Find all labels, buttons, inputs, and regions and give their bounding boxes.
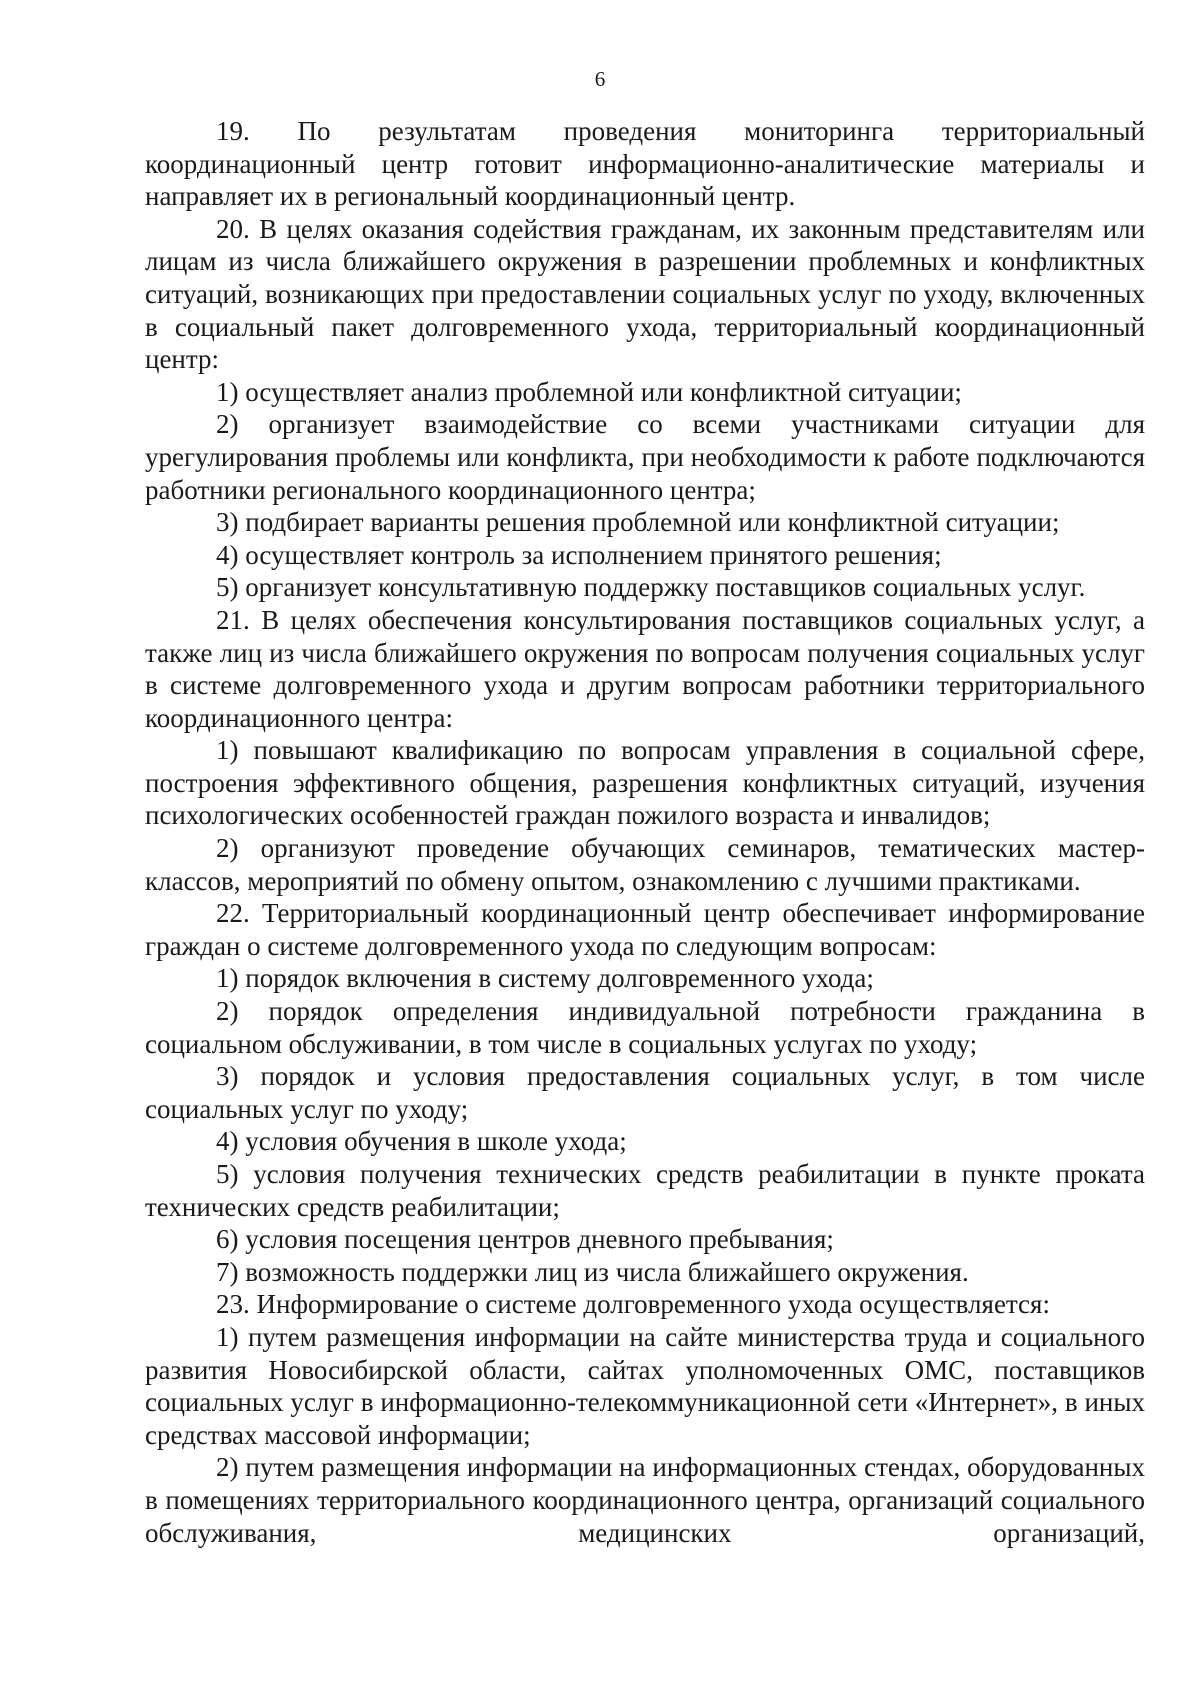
paragraph-22: 22. Территориальный координационный центр обеспечивает информирование граждан о системе долговременного ухода по следующим вопросам: bbox=[145, 898, 1145, 961]
paragraph-21-item-2: 2) организуют проведение обучающих семинаров, тематических мастер-классов, мероприятий по обмену опытом, ознакомлению с лучшими практиками. bbox=[145, 833, 1145, 896]
paragraph-20-item-5: 5) организует консультативную поддержку поставщиков социальных услуг. bbox=[216, 572, 1086, 603]
paragraph-22-item-7: 7) возможность поддержки лиц из числа ближайшего окружения. bbox=[216, 1256, 969, 1287]
paragraph-22-item-5: 5) условия получения технических средств реабилитации в пункте проката технических средств реабилитации; bbox=[145, 1159, 1145, 1222]
paragraph-20-item-4: 4) осуществляет контроль за исполнением принятого решения; bbox=[216, 539, 942, 570]
paragraph-23-item-1: 1) путем размещения информации на сайте министерства труда и социального развития Новосибирской области, сайтах уполномоченных ОМС, поставщиков социальных услуг в информационно-телекоммуникационной сети «Интернет», в иных средствах массовой информации; bbox=[145, 1321, 1145, 1450]
paragraph-22-item-3: 3) порядок и условия предоставления социальных услуг, в том числе социальных услуг по уходу; bbox=[145, 1061, 1145, 1124]
paragraph-20-item-2: 2) организует взаимодействие со всеми участниками ситуации для урегулирования проблемы или конфликта, при необходимости к работе подключаются работники регионального координационного центра; bbox=[145, 409, 1145, 505]
paragraph-19: 19. По результатам проведения мониторинга территориальный координационный центр готовит информационно-аналитические материалы и направляет их в региональный координационный центр. bbox=[145, 116, 1145, 212]
paragraph-23: 23. Информирование о системе долговременного ухода осуществляется: bbox=[216, 1289, 1050, 1320]
document-body bbox=[145, 115, 1145, 1549]
paragraph-22-item-1: 1) порядок включения в систему долговременного ухода; bbox=[216, 963, 874, 994]
paragraph-20: 20. В целях оказания содействия гражданам, их законным представителям или лицам из числа ближайшего окружения в разрешении проблемных и конфликтных ситуаций, возникающих при предоставлении социальных услуг по уходу, включенных в социальный пакет долговременного ухода, территориальный координационный центр: bbox=[145, 213, 1145, 375]
page-number: 6 bbox=[594, 67, 606, 91]
paragraph-21-item-1: 1) повышают квалификацию по вопросам управления в социальной сфере, построения эффективного общения, разрешения конфликтных ситуаций, изучения психологических особенностей граждан пожилого возраста и инвалидов; bbox=[145, 735, 1145, 831]
paragraph-22-item-4: 4) условия обучения в школе ухода; bbox=[216, 1126, 627, 1157]
paragraph-20-item-1: 1) осуществляет анализ проблемной или конфликтной ситуации; bbox=[216, 376, 962, 407]
paragraph-21: 21. В целях обеспечения консультирования поставщиков социальных услуг, а также лиц из числа ближайшего окружения по вопросам получения социальных услуг в системе долговременного ухода и другим вопросам работники территориального координационного центра: bbox=[145, 604, 1145, 733]
paragraph-22-item-2: 2) порядок определения индивидуальной потребности гражданина в социальном обслуживании, в том числе в социальных услугах по уходу; bbox=[145, 996, 1145, 1059]
paragraph-22-item-6: 6) условия посещения центров дневного пребывания; bbox=[216, 1224, 834, 1255]
paragraph-23-item-2: 2) путем размещения информации на информационных стендах, оборудованных в помещениях территориального координационного центра, организаций социального обслуживания, медицинских организаций, bbox=[145, 1452, 1145, 1548]
paragraph-20-item-3: 3) подбирает варианты решения проблемной или конфликтной ситуации; bbox=[216, 507, 1060, 538]
